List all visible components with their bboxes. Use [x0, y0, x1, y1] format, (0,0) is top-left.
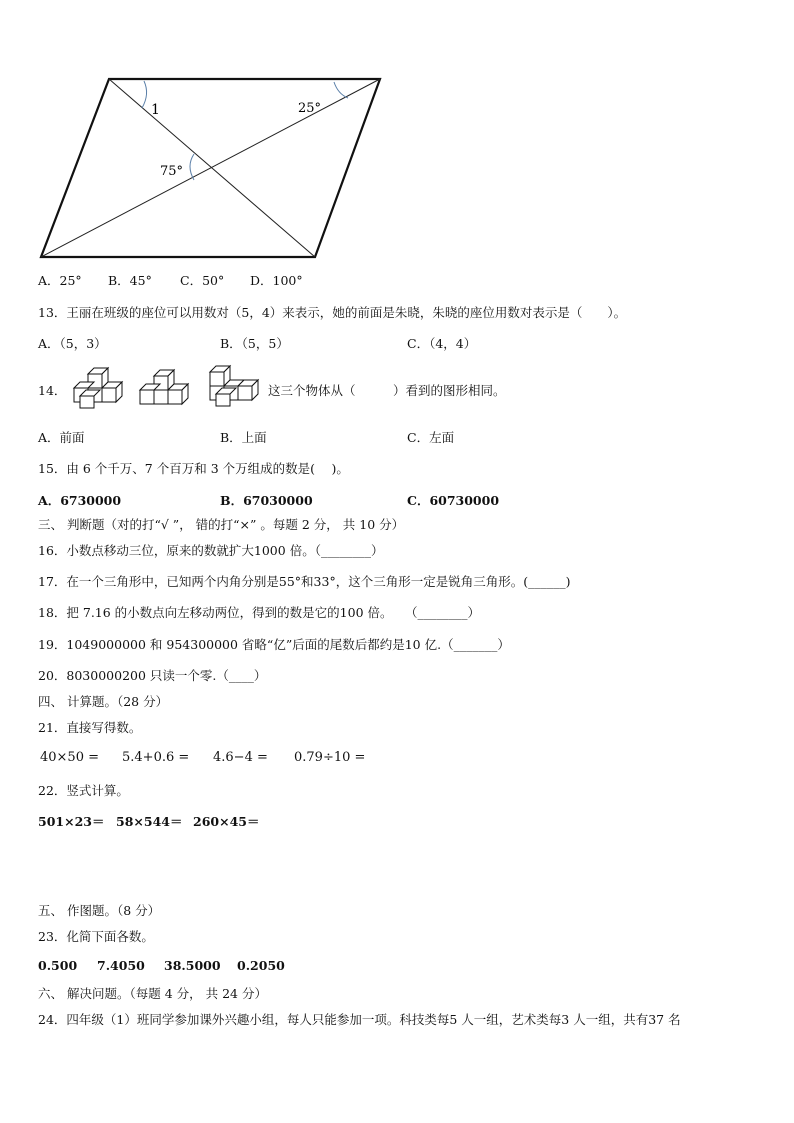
- angle1-arc: [142, 81, 147, 108]
- q16-text: 16．小数点移动三位，原来的数就扩大1000 倍。（________）: [38, 543, 384, 558]
- q23-item-2: 7.4050: [97, 958, 145, 973]
- q12-option-c[interactable]: C．50°: [180, 273, 225, 288]
- cube-object-2: [138, 366, 194, 410]
- q23-item-1: 0.500: [38, 958, 78, 973]
- q20-text: 20．8030000200 只读一个零.（____）: [38, 668, 267, 683]
- q23-item-4: 0.2050: [237, 958, 285, 973]
- q21-item-4: 0.79÷10 =: [294, 750, 366, 765]
- q17-text: 17．在一个三角形中，已知两个内角分别是55°和33°，这个三角形一定是锐角三角形。(______): [38, 574, 571, 589]
- q15-option-c[interactable]: C．60730000: [407, 493, 500, 508]
- q22-item-3: 260×45＝: [193, 814, 260, 829]
- q21-item-2: 5.4+0.6 =: [122, 750, 190, 765]
- q12-option-a[interactable]: A．25°: [38, 273, 82, 288]
- q13-option-c[interactable]: C．（4，4）: [407, 336, 477, 351]
- q18-text: 18．把 7.16 的小数点向左移动两位，得到的数是它的100 倍。 （________）: [38, 605, 481, 620]
- parallelogram-figure: [36, 72, 396, 268]
- q24-text: 24．四年级（1）班同学参加课外兴趣小组，每人只能参加一项。科技类每5 人一组，艺术类每3 人一组，共有37 名: [38, 1012, 681, 1027]
- q13-option-a[interactable]: A．（5，3）: [38, 336, 107, 351]
- q14-option-b[interactable]: B．上面: [220, 430, 267, 445]
- q12-option-d[interactable]: D．100°: [250, 273, 303, 288]
- q14-option-c[interactable]: C．左面: [407, 430, 455, 445]
- q19-text: 19．1049000000 和 954300000 省略“亿”后面的尾数后都约是10 亿.（_______）: [38, 637, 510, 652]
- q21-item-3: 4.6−4 =: [213, 750, 268, 765]
- q15-option-a[interactable]: A．6730000: [38, 493, 122, 508]
- q12-option-b[interactable]: B．45°: [108, 273, 152, 288]
- diagonal-bd: [41, 79, 380, 257]
- q22-item-1: 501×23＝: [38, 814, 105, 829]
- section3-title: 三、 判断题（对的打“√ ”， 错的打“×” 。每题 2 分， 共 10 分）: [38, 517, 405, 532]
- section6-title: 六、 解决问题。（每题 4 分， 共 24 分）: [38, 986, 267, 1001]
- angle75-label: 75°: [160, 164, 184, 179]
- q22-text: 22．竖式计算。: [38, 783, 129, 798]
- q23-item-3: 38.5000: [164, 958, 221, 973]
- q21-text: 21．直接写得数。: [38, 720, 142, 735]
- angle25-label: 25°: [298, 101, 322, 116]
- q13-option-b[interactable]: B．（5，5）: [220, 336, 289, 351]
- cube-object-1: [70, 366, 126, 410]
- angle25-arc: [334, 82, 348, 98]
- q14-text: 这三个物体从（ ）看到的图形相同。: [268, 383, 506, 398]
- q13-text: 13．王丽在班级的座位可以用数对（5，4）来表示，她的前面是朱晓，朱晓的座位用数对表示是（ ）。: [38, 305, 627, 320]
- cube-object-3: [206, 362, 266, 410]
- section4-title: 四、 计算题。（28 分）: [38, 694, 169, 709]
- angle75-arc: [190, 154, 194, 180]
- angle1-label: 1: [151, 102, 160, 118]
- q15-text: 15．由 6 个千万、7 个百万和 3 个万组成的数是( )。: [38, 461, 349, 476]
- section5-title: 五、 作图题。（8 分）: [38, 903, 161, 918]
- q14-number: 14．: [38, 383, 67, 398]
- q23-text: 23．化简下面各数。: [38, 929, 154, 944]
- q21-item-1: 40×50 =: [40, 750, 100, 765]
- q14-option-a[interactable]: A．前面: [38, 430, 85, 445]
- q22-item-2: 58×544＝: [116, 814, 183, 829]
- diagonal-ac: [109, 79, 315, 257]
- q15-option-b[interactable]: B．67030000: [220, 493, 313, 508]
